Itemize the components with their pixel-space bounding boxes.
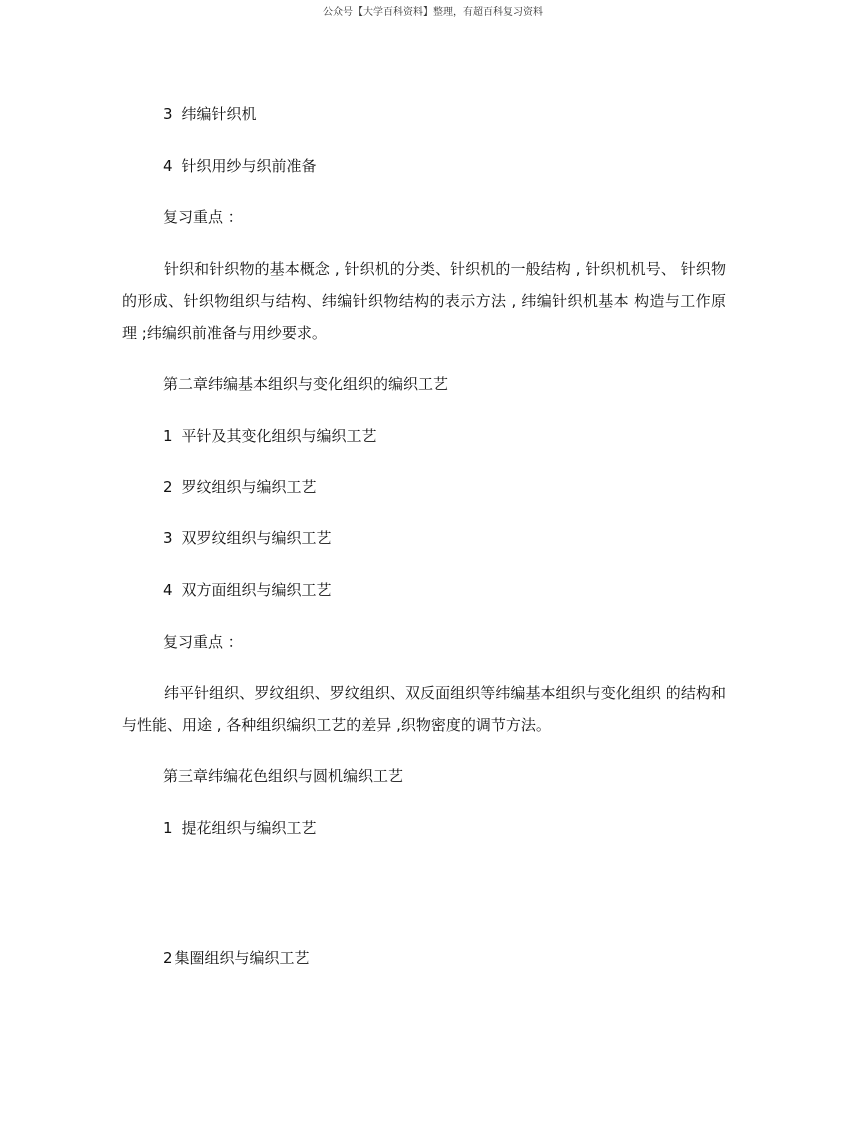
list-item: [163, 426, 377, 446]
item-text: 双方面组织与编织工艺: [181, 581, 332, 599]
item-number: 3: [163, 105, 173, 123]
item-number: 2: [163, 949, 173, 967]
list-item: [163, 477, 317, 497]
item-text: 针织用纱与织前准备: [181, 157, 317, 175]
item-number: 2: [163, 478, 173, 496]
item-number: 1: [163, 427, 173, 445]
list-item: [163, 528, 332, 548]
chapter-heading: 第三章纬编花色组织与圆机编织工艺: [163, 767, 404, 785]
list-item: [163, 156, 317, 176]
chapter-heading: 第二章纬编基本组织与变化组织的编织工艺: [163, 375, 449, 393]
item-text: 提花组织与编织工艺: [181, 819, 317, 837]
item-text: 罗纹组织与编织工艺: [181, 478, 317, 496]
item-number: 4: [163, 581, 173, 599]
list-item: [163, 818, 317, 838]
section-label: 复习重点 ：: [163, 208, 243, 226]
list-item: [163, 104, 257, 124]
item-number: 3: [163, 529, 173, 547]
item-text: 集圈组织与编织工艺: [174, 949, 310, 967]
item-text: 纬编针织机: [181, 105, 257, 123]
list-item: [163, 948, 310, 968]
item-number: 4: [163, 157, 173, 175]
section-label: 复习重点 ：: [163, 633, 243, 651]
paragraph: 纬平针组织、罗纹组织、罗纹组织、双反面组织等纬编基本组织与变化组织 的结构和与性能、用途 , 各种组织编织工艺的差异 ,织物密度的调节方法。: [122, 684, 726, 734]
item-text: 双罗纹组织与编织工艺: [181, 529, 332, 547]
item-number: 1: [163, 819, 173, 837]
list-item: [163, 580, 332, 600]
page-header: 公众号【大学百科资料】整理，有超百科复习资料: [323, 7, 543, 18]
item-text: 平针及其变化组织与编织工艺: [181, 427, 377, 445]
paragraph: 针织和针织物的基本概念 , 针织机的分类、针织机的一般结构 , 针织机机号、 针织物的形成、针织物组织与结构、纬编针织物结构的表示方法 , 纬编针织机基本 构造与工作原理 ;纬编织前准备与用纱要求。: [122, 260, 726, 342]
